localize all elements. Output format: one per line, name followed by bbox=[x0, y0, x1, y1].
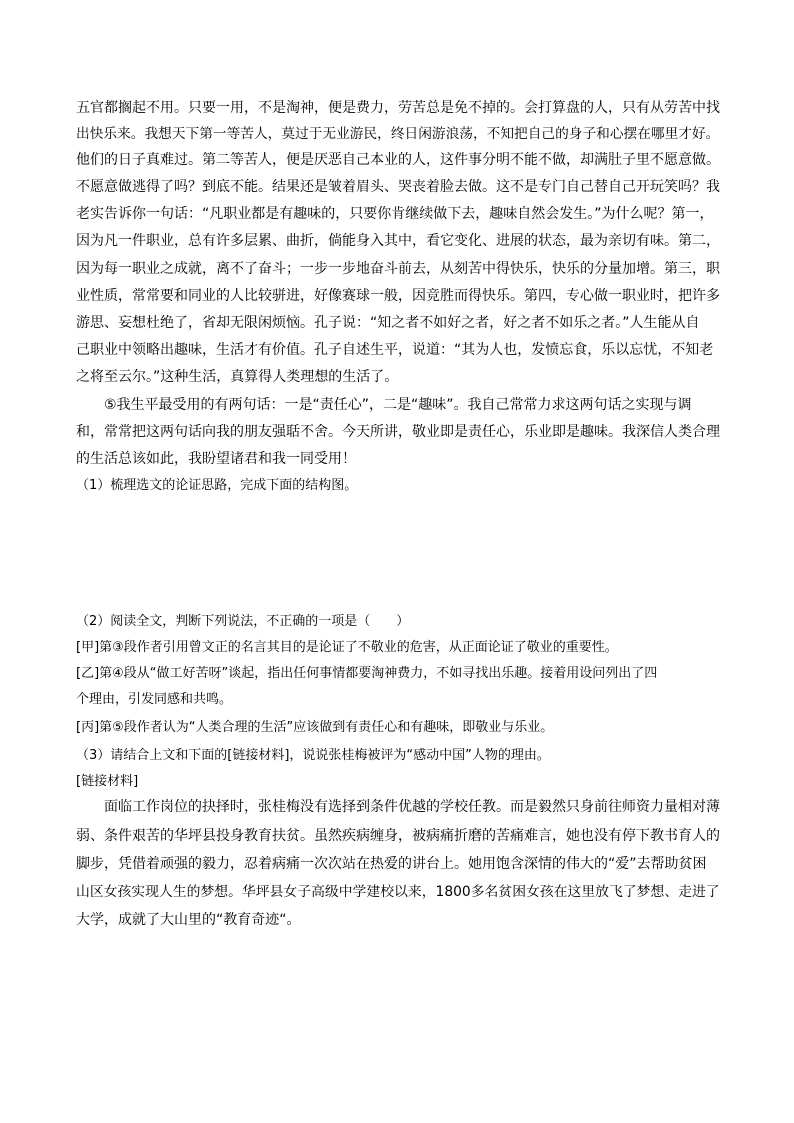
passage-line: 因为凡一件职业，总有许多层累、曲折，倘能身入其中，看它变化、进展的状态，最为亲切有味。第二， bbox=[76, 233, 720, 249]
option-jia: [甲]第③段作者引用曾文正的名言其目的是论证了不敬业的危害，从正面论证了敬业的重要性。 bbox=[76, 640, 618, 655]
passage-line: 和，常常把这两句话向我的朋友强聒不舍。今天所讲，敬业即是责任心，乐业即是趣味。我深信人类合理 bbox=[76, 424, 720, 440]
option-yi-cont: 个理由，引发同感和共鸣。 bbox=[76, 692, 233, 707]
option-bing: [丙]第⑤段作者认为“人类合理的生活”应该做到有责任心和有趣味，即敬业与乐业。 bbox=[76, 720, 554, 735]
link-line: 山区女孩实现人生的梦想。华坪县女子高级中学建校以来，1800多名贫困女孩在这里放飞了梦想、走进了 bbox=[76, 884, 720, 900]
link-line: 大学，成就了大山里的“教育奇迹“。 bbox=[76, 912, 301, 928]
link-heading: [链接材料] bbox=[76, 774, 139, 789]
link-line: 脚步，凭借着顽强的毅力，忍着病痛一次次站在热爱的讲台上。她用饱含深情的伟大的“爱”去帮助贫困 bbox=[76, 856, 707, 872]
passage-line: 出快乐来。我想天下第一等苦人，莫过于无业游民，终日闲游浪荡，不知把自己的身子和心摆在哪里才好。 bbox=[76, 126, 720, 142]
question-1: （1）梳理选文的论证思路，完成下面的结构图。 bbox=[76, 478, 358, 493]
passage-line: 五官都搁起不用。只要一用，不是淘神，便是费力，劳苦总是免不掉的。会打算盘的人，只有从劳苦中找 bbox=[76, 100, 720, 116]
passage-line: 之将至云尔。”这种生活，真算得人类理想的生活了。 bbox=[76, 369, 399, 385]
question-3: （3）请结合上文和下面的[链接材料]，说说张桂梅被评为“感动中国”人物的理由。 bbox=[76, 748, 550, 763]
passage-line: 老实告诉你一句话：“凡职业都是有趣味的，只要你肯继续做下去，趣味自然会发生。”为什么呢？第一， bbox=[76, 206, 714, 222]
link-line: 弱、条件艰苦的华坪县投身教育扶贫。虽然疾病缠身，被病痛折磨的苦痛难言，她也没有停下教书育人的 bbox=[76, 828, 720, 844]
passage-line: 他们的日子真难过。第二等苦人，便是厌恶自己本业的人，这件事分明不能不做，却满肚子里不愿意做。 bbox=[76, 152, 720, 168]
passage-line: 业性质，常常要和同业的人比较骈进，好像赛球一般，因竞胜而得快乐。第四，专心做一职业时，把许多 bbox=[76, 288, 720, 304]
passage-line: 的生活总该如此，我盼望诸君和我一同受用！ bbox=[76, 451, 356, 467]
passage-line: ⑤我生平最受用的有两句话：一是“责任心”，二是“趣味”。我自己常常力求这两句话之实现与调 bbox=[104, 397, 692, 413]
question-2: （2）阅读全文，判断下列说法，不正确的一项是（ ） bbox=[76, 614, 410, 629]
passage-line: 不愿意做逃得了吗？到底不能。结果还是皱着眉头、哭丧着脸去做。这不是专门自己替自己开玩笑吗？我 bbox=[76, 179, 720, 195]
option-yi: [乙]第④段从“做工好苦呀”谈起，指出任何事情都要淘神费力，不如寻找出乐趣。接着用设问列出了四 bbox=[76, 666, 658, 681]
passage-line: 因为每一职业之成就，离不了奋斗；一步一步地奋斗前去，从刻苦中得快乐，快乐的分量加增。第三，职 bbox=[76, 261, 720, 277]
passage-line: 游思、妄想杜绝了，省却无限闲烦恼。孔子说：“知之者不如好之者，好之者不如乐之者。”人生能从自 bbox=[76, 315, 700, 331]
passage-line: 己职业中领略出趣味，生活才有价值。孔子自述生平，说道：“其为人也，发愤忘食，乐以忘忧，不知老 bbox=[76, 342, 714, 358]
link-line: 面临工作岗位的抉择时，张桂梅没有选择到条件优越的学校任教。而是毅然只身前往师资力量相对薄 bbox=[104, 799, 720, 815]
